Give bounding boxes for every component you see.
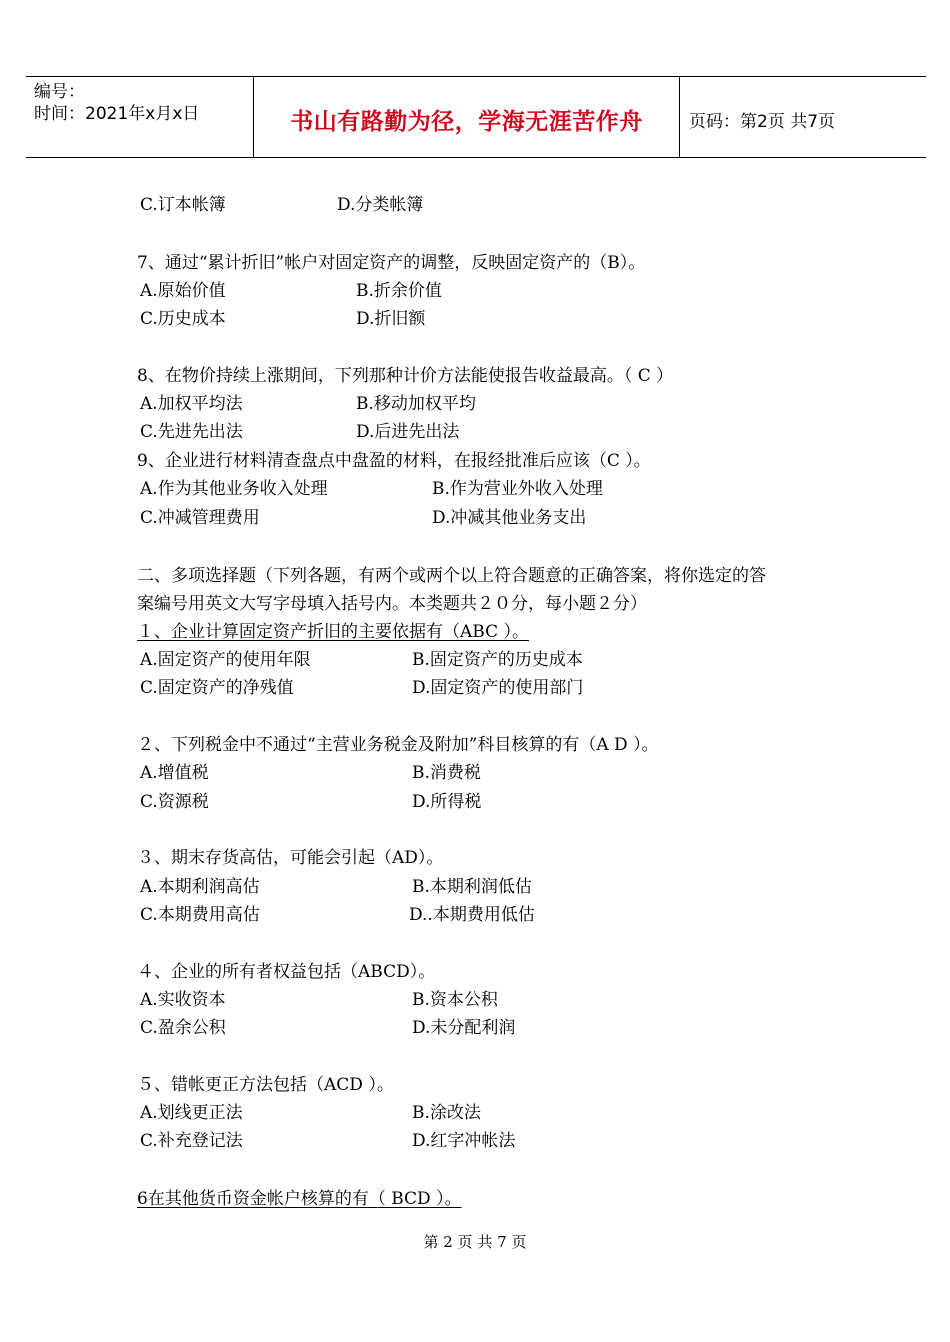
option-text: B.固定资产的历史成本 [412, 650, 583, 670]
option-text: B.移动加权平均 [356, 394, 476, 414]
question-m6: 6在其他货币资金帐户核算的有（ BCD ）。 [137, 1189, 462, 1209]
question-m5: ５、错帐更正方法包括（ACD ）。 [137, 1075, 394, 1095]
option-text: C.补充登记法 [140, 1131, 243, 1151]
option-text: A.划线更正法 [140, 1103, 243, 1123]
question-m4: ４、企业的所有者权益包括（ABCD）。 [137, 962, 436, 982]
option-text: D.分类帐簿 [337, 195, 424, 215]
option-text: D.后进先出法 [356, 422, 460, 442]
option-text: D.折旧额 [356, 309, 426, 329]
option-text: A.固定资产的使用年限 [140, 650, 311, 670]
option-text: A.加权平均法 [140, 394, 243, 414]
question-8: 8、在物价持续上涨期间，下列那种计价方法能使报告收益最高。（ C ） [137, 366, 674, 386]
option-text: A.本期利润高估 [140, 877, 260, 897]
question-m2: ２、下列税金中不通过“主营业务税金及附加”科目核算的有（A D ）。 [137, 735, 659, 755]
option-text: D.红字冲帐法 [412, 1131, 516, 1151]
header-motto: 书山有路勤为径，学海无涯苦作舟 [290, 109, 643, 135]
time-label: 时间：2021年x月x日 [34, 104, 200, 124]
page-footer: 第 2 页 共 7 页 [423, 1233, 527, 1251]
option-text: D.所得税 [412, 792, 482, 812]
option-text: C.资源税 [140, 792, 209, 812]
option-text: D.冲减其他业务支出 [432, 508, 587, 528]
section-heading-cont: 案编号用英文大写字母填入括号内。本类题共２０分，每小题２分） [137, 594, 647, 614]
option-text: B.资本公积 [412, 990, 498, 1010]
option-text: D.未分配利润 [412, 1018, 516, 1038]
option-text: A.作为其他业务收入处理 [140, 479, 328, 499]
question-9: 9、企业进行材料清查盘点中盘盈的材料，在报经批准后应该（C ）。 [137, 451, 651, 471]
page-header [26, 76, 926, 158]
header-divider [679, 77, 680, 157]
option-text: C.冲减管理费用 [140, 508, 260, 528]
option-text: C.先进先出法 [140, 422, 243, 442]
option-text: B.本期利润低估 [412, 877, 532, 897]
option-text: B.消费税 [412, 763, 481, 783]
option-text: A.增值税 [140, 763, 209, 783]
option-text: C.盈余公积 [140, 1018, 226, 1038]
option-text: D.固定资产的使用部门 [412, 678, 584, 698]
number-label: 编号： [34, 82, 85, 102]
option-text: C.订本帐簿 [140, 195, 226, 215]
option-text: A.原始价值 [140, 281, 226, 301]
option-text: B.折余价值 [356, 281, 442, 301]
option-text: A.实收资本 [140, 990, 226, 1010]
option-text: D..本期费用低估 [409, 905, 535, 925]
option-text: C.历史成本 [140, 309, 226, 329]
option-text: C.固定资产的净残值 [140, 678, 294, 698]
section-heading: 二、多项选择题（下列各题，有两个或两个以上符合题意的正确答案，将你选定的答 [137, 566, 766, 586]
question-7: 7、通过“累计折旧”帐户对固定资产的调整，反映固定资产的（B）。 [137, 253, 646, 273]
option-text: B.作为营业外收入处理 [432, 479, 603, 499]
option-text: B.涂改法 [412, 1103, 481, 1123]
header-meta [34, 81, 199, 125]
option-text: C.本期费用高估 [140, 905, 260, 925]
question-m1: １、企业计算固定资产折旧的主要依据有（ABC ）。 [137, 622, 529, 642]
question-m3: ３、期末存货高估，可能会引起（AD）。 [137, 848, 444, 868]
header-page-label: 页码：第2页 共7页 [689, 112, 836, 132]
